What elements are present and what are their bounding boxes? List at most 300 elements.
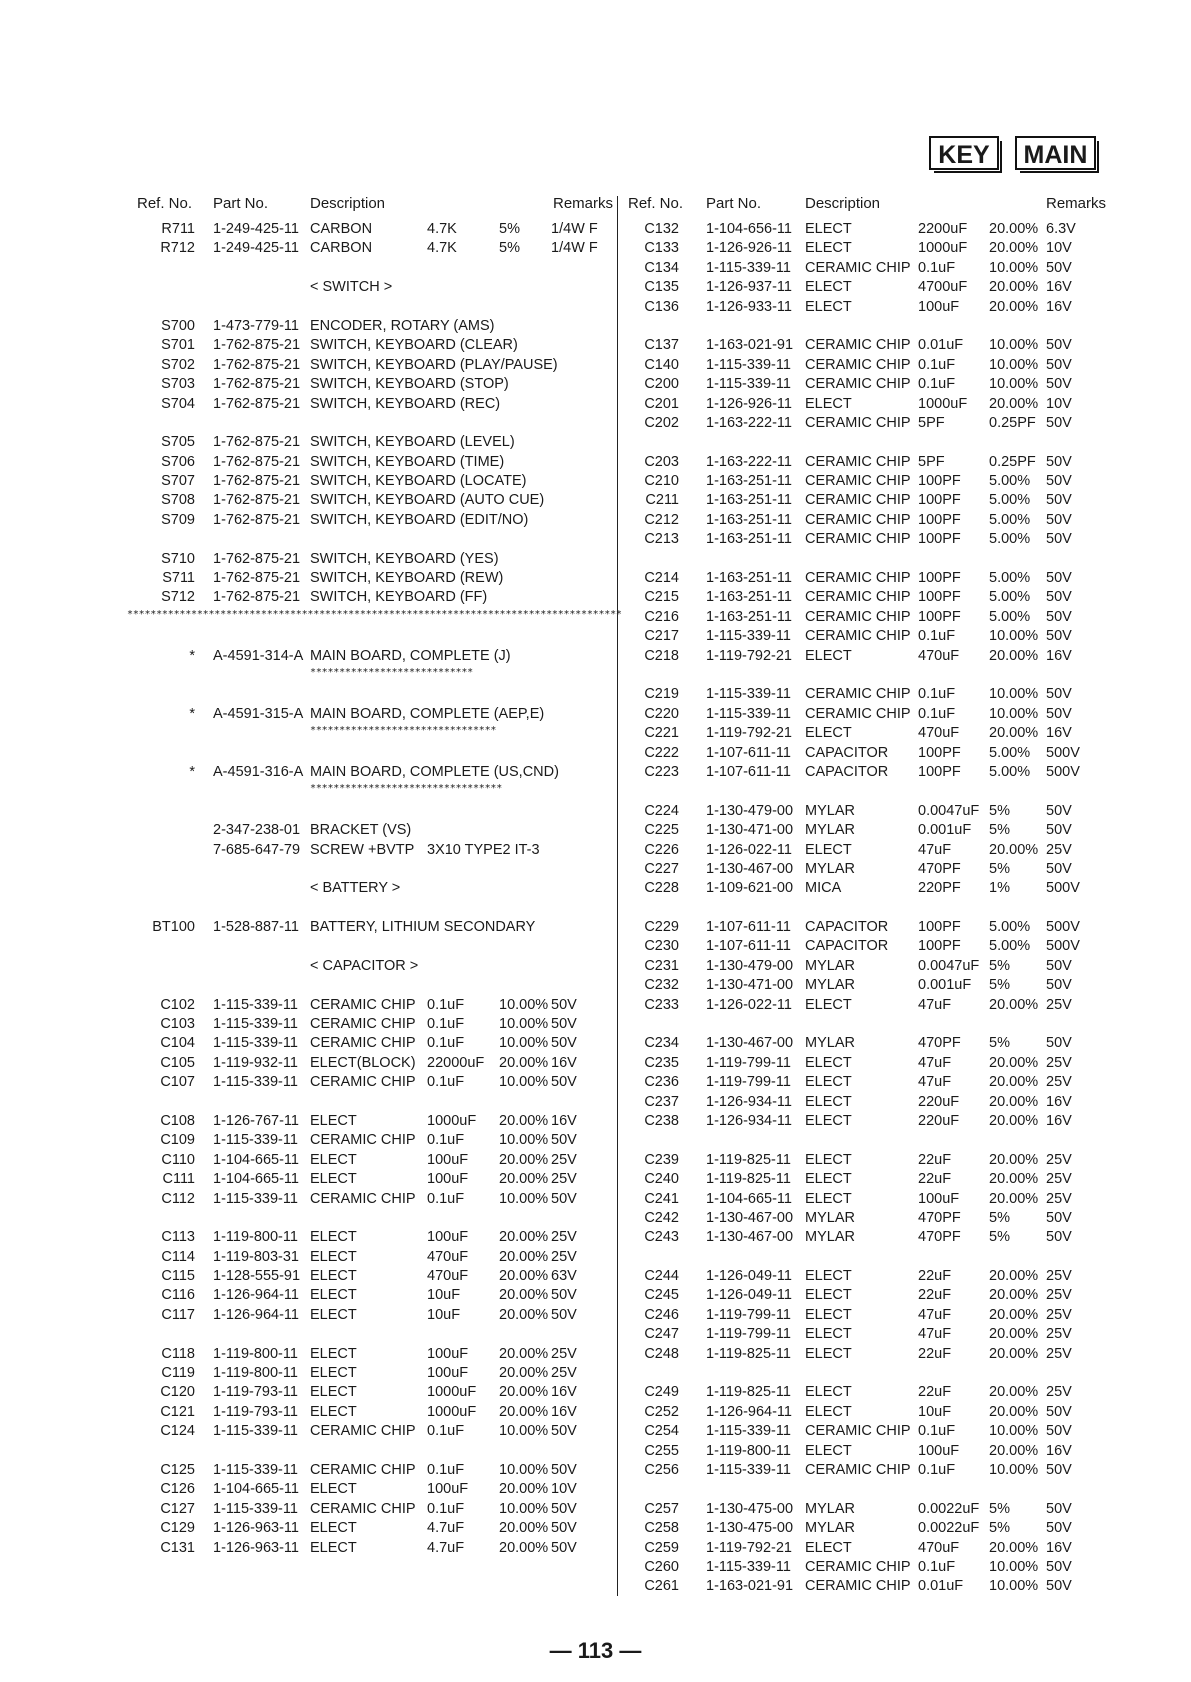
description-cell: ELECT (310, 1112, 357, 1129)
remarks-cell: 50V (1046, 1403, 1072, 1420)
description-cell: ELECT (310, 1248, 357, 1265)
description-cell: ELECT(BLOCK) (310, 1054, 416, 1071)
description-cell: ELECT (310, 1171, 357, 1188)
value-cell: 22uF (918, 1171, 952, 1188)
description-cell: SWITCH, KEYBOARD (STOP) (310, 376, 509, 393)
tolerance-cell: 5% (989, 1209, 1010, 1226)
tolerance-cell: 10.00% (989, 337, 1039, 354)
separator-row (127, 608, 622, 628)
description-cell: CERAMIC CHIP (805, 705, 911, 722)
part-row (628, 1346, 1098, 1365)
description-cell: CERAMIC CHIP (310, 1074, 416, 1091)
value-cell: 4.7uF (427, 1520, 465, 1537)
value-cell: 100uF (427, 1151, 469, 1168)
value-cell: 1000uF (918, 395, 968, 412)
part-no-cell: 1-762-875-21 (213, 492, 301, 509)
row-spacer (628, 667, 1098, 686)
part-row (628, 1520, 1098, 1539)
part-row (628, 337, 1098, 356)
ref-no-cell: C124 (160, 1423, 195, 1440)
description-cell: CERAMIC CHIP (805, 589, 911, 606)
part-row (628, 803, 1098, 822)
ref-no-cell: C116 (161, 1287, 195, 1304)
part-no-cell: 1-119-803-31 (213, 1248, 299, 1265)
remarks-cell: 25V (1046, 1268, 1072, 1285)
tolerance-cell: 20.00% (989, 1074, 1039, 1091)
part-row (628, 997, 1098, 1016)
ref-no-cell: C131 (160, 1539, 195, 1556)
ref-no-cell: S708 (161, 492, 195, 509)
row-spacer (135, 803, 610, 822)
ref-no-cell: C228 (644, 880, 679, 897)
ref-no-cell: C104 (160, 1035, 195, 1052)
tolerance-cell: 10.00% (499, 1500, 549, 1517)
part-row (135, 1462, 610, 1481)
part-row (135, 842, 610, 861)
ref-no-cell: C215 (644, 589, 679, 606)
row-spacer (135, 628, 610, 647)
row-spacer (135, 1326, 610, 1345)
part-no-cell: 1-163-251-11 (706, 511, 792, 528)
ref-no-cell: C200 (644, 376, 679, 393)
ref-no-cell: C231 (644, 957, 679, 974)
description-cell: ELECT (310, 1539, 357, 1556)
part-no-cell: 1-163-251-11 (706, 608, 792, 625)
ref-no-cell: C216 (644, 608, 679, 625)
tolerance-cell: 20.00% (499, 1248, 549, 1265)
row-spacer (628, 1365, 1098, 1384)
part-row (135, 1152, 610, 1171)
row-spacer (135, 861, 610, 880)
row-spacer (628, 783, 1098, 802)
value-cell: 0.1uF (427, 1016, 465, 1033)
remarks-cell: 500V (1046, 938, 1080, 955)
part-no-cell: 1-126-022-11 (706, 996, 792, 1013)
remarks-cell: 50V (1046, 802, 1072, 819)
part-row (135, 1365, 610, 1384)
ref-no-cell: C127 (160, 1500, 195, 1517)
remarks-cell: 50V (1046, 608, 1072, 625)
part-row (628, 1462, 1098, 1481)
tolerance-cell: 5.00% (989, 511, 1031, 528)
description-cell: ELECT (310, 1520, 357, 1537)
part-no-cell: 1-115-339-11 (706, 259, 791, 276)
tolerance-cell: 5% (989, 802, 1010, 819)
part-row (135, 1016, 610, 1035)
ref-no-cell: C247 (644, 1326, 679, 1343)
remarks-cell: 50V (1046, 531, 1072, 548)
part-no-cell: 1-126-934-11 (706, 1112, 792, 1129)
description-cell: ELECT (805, 221, 852, 237)
remarks-cell: 25V (1046, 1287, 1072, 1304)
left-parts-list (127, 221, 622, 1559)
part-row (628, 376, 1098, 395)
part-no-cell: 1-107-611-11 (706, 744, 791, 761)
tolerance-cell: 10.00% (989, 259, 1039, 276)
description-cell: CERAMIC CHIP (310, 1190, 416, 1207)
ref-no-cell: C112 (161, 1190, 195, 1207)
remarks-cell: 50V (1046, 1558, 1072, 1575)
part-no-cell: 1-130-467-00 (706, 1035, 794, 1052)
part-no-cell: 1-163-021-91 (706, 1578, 794, 1595)
ref-no-cell: C212 (644, 511, 679, 528)
part-row (628, 1035, 1098, 1054)
part-no-cell: 1-163-251-11 (706, 492, 792, 509)
ref-no-cell: C246 (644, 1306, 679, 1323)
value-cell: 22uF (918, 1287, 952, 1304)
tolerance-cell: 5% (499, 221, 520, 237)
tolerance-cell: 20.00% (989, 996, 1039, 1013)
remarks-cell: 25V (1046, 1054, 1072, 1071)
part-row (628, 1404, 1098, 1423)
description-cell: ELECT (805, 841, 852, 858)
part-no-cell: 1-115-339-11 (706, 356, 791, 373)
part-no-cell: 1-163-251-11 (706, 570, 792, 587)
value-cell: 220uF (918, 1093, 960, 1110)
description-cell: SWITCH, KEYBOARD (LEVEL) (310, 434, 515, 451)
tolerance-cell: 5% (989, 860, 1010, 877)
description-cell: ELECT (310, 1345, 357, 1362)
row-spacer (628, 1249, 1098, 1268)
part-row (135, 492, 610, 511)
section-heading-row (135, 958, 610, 977)
part-row (628, 299, 1098, 318)
remarks-header: Remarks (553, 195, 614, 212)
tolerance-cell: 20.00% (989, 1112, 1039, 1129)
ref-no-cell: C103 (160, 1016, 195, 1033)
main-tag: MAIN (1015, 136, 1096, 170)
tolerance-cell: 20.00% (989, 279, 1039, 296)
remarks-cell: 16V (1046, 647, 1072, 664)
remarks-cell: 50V (551, 1306, 577, 1323)
description-cell: ELECT (805, 1442, 852, 1459)
part-no-cell: 1-104-665-11 (213, 1171, 299, 1188)
value-cell: 100PF (918, 570, 961, 587)
description-cell: MAIN BOARD, COMPLETE (J) (310, 647, 511, 664)
asterisk-underline: **************************** (310, 666, 473, 678)
ref-no-cell: C242 (644, 1209, 679, 1226)
remarks-cell: 16V (1046, 279, 1072, 296)
part-row (135, 1423, 610, 1442)
part-no-cell: 1-126-963-11 (213, 1520, 299, 1537)
description-cell: CERAMIC CHIP (805, 376, 911, 393)
part-row (135, 1132, 610, 1151)
remarks-cell: 25V (1046, 1171, 1072, 1188)
value-cell: 1000uF (918, 240, 968, 257)
description-cell: ELECT (805, 1074, 852, 1091)
part-no-cell: 1-115-339-11 (706, 1423, 791, 1440)
part-no-cell: A-4591-316-A (213, 763, 304, 780)
tolerance-cell: 20.00% (499, 1287, 549, 1304)
part-no-cell: 1-107-611-11 (706, 938, 791, 955)
remarks-cell: 25V (1046, 1190, 1072, 1207)
ref-no-cell: C222 (644, 744, 679, 761)
part-row (628, 279, 1098, 298)
part-no-cell: 1-130-467-00 (706, 1209, 794, 1226)
ref-no-cell: C115 (161, 1268, 195, 1285)
description-cell: MYLAR (805, 1520, 855, 1537)
part-no-cell: 1-126-963-11 (213, 1539, 299, 1556)
row-spacer (628, 900, 1098, 919)
tolerance-cell: 5% (989, 1035, 1010, 1052)
part-row (628, 725, 1098, 744)
part-row (628, 1268, 1098, 1287)
remarks-cell: 50V (1046, 957, 1072, 974)
part-no-cell: 1-130-479-00 (706, 957, 794, 974)
value-cell: 470uF (918, 725, 960, 742)
ref-no-cell: C249 (644, 1384, 679, 1401)
tolerance-cell: 10.00% (989, 686, 1039, 703)
part-row (135, 318, 610, 337)
description-cell: CERAMIC CHIP (805, 453, 911, 470)
tolerance-cell: 20.00% (499, 1539, 549, 1556)
tolerance-cell: 20.00% (989, 221, 1039, 237)
part-row (135, 589, 610, 608)
description-cell: ELECT (805, 725, 852, 742)
value-cell: 100uF (918, 1190, 960, 1207)
part-no-cell: 1-115-339-11 (213, 996, 298, 1013)
row-spacer (135, 686, 610, 705)
part-no-cell: 1-119-799-11 (706, 1326, 791, 1343)
tolerance-cell: 10.00% (989, 628, 1039, 645)
part-row (135, 919, 610, 938)
remarks-cell: 25V (1046, 996, 1072, 1013)
ref-no-cell: C248 (644, 1345, 679, 1362)
ref-no-cell: C244 (644, 1268, 679, 1285)
ref-no-cell: C120 (160, 1384, 195, 1401)
remarks-cell: 16V (1046, 1442, 1072, 1459)
row-spacer (628, 551, 1098, 570)
tolerance-cell: 5.00% (989, 938, 1031, 955)
value-cell: 220uF (918, 1112, 960, 1129)
remarks-cell: 500V (1046, 880, 1080, 897)
remarks-cell: 50V (1046, 589, 1072, 606)
part-row (628, 1191, 1098, 1210)
description-cell: CERAMIC CHIP (805, 531, 911, 548)
remarks-cell: 50V (1046, 414, 1072, 431)
remarks-cell: 1/4W F (551, 221, 598, 237)
ref-no-cell: C132 (644, 221, 679, 237)
value-cell: 5PF (918, 414, 945, 431)
tolerance-cell: 10.00% (989, 1558, 1039, 1575)
part-no-cell: 1-119-799-11 (706, 1306, 791, 1323)
ref-no-cell: C109 (160, 1132, 195, 1149)
ref-no-cell: C129 (160, 1520, 195, 1537)
ref-no-cell: C119 (161, 1365, 195, 1382)
part-row (628, 1113, 1098, 1132)
tolerance-cell: 20.00% (989, 1384, 1039, 1401)
ref-no-cell: C261 (644, 1578, 679, 1595)
right-parts-list (628, 221, 1098, 1598)
tolerance-cell: 20.00% (989, 1268, 1039, 1285)
description-cell: CERAMIC CHIP (310, 1462, 416, 1478)
part-row (135, 1268, 610, 1287)
remarks-cell: 500V (1046, 919, 1080, 936)
value-cell: 100uF (427, 1365, 469, 1382)
value-cell: 0.0022uF (918, 1500, 980, 1517)
value-cell: 0.1uF (918, 1558, 956, 1575)
part-no-cell: 1-126-964-11 (213, 1306, 299, 1323)
tolerance-cell: 20.00% (989, 1345, 1039, 1362)
part-no-cell: 1-762-875-21 (213, 434, 301, 451)
value-cell: 0.001uF (918, 977, 972, 994)
value-cell: 22000uF (427, 1054, 485, 1071)
remarks-cell: 16V (1046, 1539, 1072, 1556)
part-row (628, 1094, 1098, 1113)
part-row (135, 1113, 610, 1132)
part-no-cell: 1-163-021-91 (706, 337, 794, 354)
remarks-cell: 50V (551, 1074, 577, 1091)
part-no-cell: 1-130-479-00 (706, 802, 794, 819)
tolerance-cell: 5.00% (989, 589, 1031, 606)
part-row (135, 570, 610, 589)
part-no-cell: 1-115-339-11 (213, 1016, 298, 1033)
ref-no-cell: C203 (644, 453, 679, 470)
value-cell: 0.1uF (427, 1035, 465, 1052)
description-cell: BRACKET (VS) (310, 822, 412, 839)
tolerance-cell: 5.00% (989, 744, 1031, 761)
ref-no-cell: C254 (644, 1423, 679, 1440)
ref-no-cell: S701 (161, 337, 195, 354)
separator-row (135, 783, 610, 802)
part-row (628, 531, 1098, 550)
row-spacer (135, 745, 610, 764)
value-cell: 0.1uF (427, 1500, 465, 1517)
value-cell: 100PF (918, 744, 961, 761)
part-row (628, 1307, 1098, 1326)
row-spacer (628, 1132, 1098, 1151)
value-cell: 470uF (918, 1539, 960, 1556)
part-no-cell: 1-130-471-00 (706, 822, 794, 839)
tolerance-cell: 10.00% (989, 1423, 1039, 1440)
value-cell: 0.1uF (918, 1462, 956, 1478)
ref-no-cell: C202 (644, 414, 679, 431)
ref-no-cell: C223 (644, 763, 679, 780)
ref-no-cell: C220 (644, 705, 679, 722)
remarks-cell: 50V (551, 1035, 577, 1052)
part-no-cell: 1-126-964-11 (213, 1287, 299, 1304)
value-cell: 100PF (918, 763, 961, 780)
value-cell: 3X10 TYPE2 IT-3 (427, 841, 540, 858)
tolerance-cell: 20.00% (989, 1190, 1039, 1207)
part-no-cell: 1-115-339-11 (213, 1132, 298, 1149)
remarks-cell: 50V (1046, 686, 1072, 703)
remarks-cell: 50V (1046, 492, 1072, 509)
tolerance-cell: 5% (989, 1500, 1010, 1517)
part-no-cell: 1-115-339-11 (213, 1074, 298, 1091)
description-cell: CERAMIC CHIP (805, 628, 911, 645)
ref-no-cell: C234 (644, 1035, 679, 1052)
tolerance-cell: 20.00% (499, 1151, 549, 1168)
value-cell: 100uF (427, 1171, 469, 1188)
part-no-cell: 1-130-475-00 (706, 1520, 794, 1537)
ref-no-cell: S707 (161, 473, 195, 490)
part-no-cell: 1-126-049-11 (706, 1287, 792, 1304)
value-cell: 10uF (427, 1287, 461, 1304)
ref-no-cell: C245 (644, 1287, 679, 1304)
part-row (628, 589, 1098, 608)
value-cell: 0.01uF (918, 337, 964, 354)
remarks-cell: 16V (551, 1403, 577, 1420)
tolerance-cell: 20.00% (989, 298, 1039, 315)
tolerance-cell: 20.00% (989, 1287, 1039, 1304)
part-no-cell: 1-107-611-11 (706, 763, 791, 780)
remarks-cell: 50V (551, 1190, 577, 1207)
description-cell: ELECT (805, 1539, 852, 1556)
value-cell: 470PF (918, 860, 961, 877)
ref-no-cell: C210 (644, 473, 679, 490)
part-row (628, 570, 1098, 589)
description-cell: CERAMIC CHIP (805, 1423, 911, 1440)
description-cell: CERAMIC CHIP (805, 337, 911, 354)
description-cell: MYLAR (805, 1209, 855, 1226)
description-cell: ELECT (805, 1287, 852, 1304)
row-spacer (135, 1443, 610, 1462)
tolerance-cell: 20.00% (989, 240, 1039, 257)
key-tag: KEY (929, 136, 999, 170)
part-no-cell: 1-119-799-11 (706, 1054, 791, 1071)
tolerance-cell: 20.00% (989, 1151, 1039, 1168)
part-row (628, 396, 1098, 415)
ref-no-cell: C252 (644, 1403, 679, 1420)
value-cell: 100uF (427, 1229, 469, 1246)
description-cell: CERAMIC CHIP (805, 414, 911, 431)
ref-no-cell: C114 (161, 1248, 195, 1265)
part-no-cell: 1-163-251-11 (706, 589, 792, 606)
part-no-cell: 1-115-339-11 (213, 1500, 298, 1517)
description-cell: CAPACITOR (805, 938, 889, 955)
part-row (628, 842, 1098, 861)
value-cell: 0.1uF (918, 356, 956, 373)
value-cell: 22uF (918, 1151, 952, 1168)
remarks-cell: 25V (551, 1248, 577, 1265)
part-row (628, 1074, 1098, 1093)
value-cell: 100PF (918, 473, 961, 490)
description-cell: MYLAR (805, 802, 855, 819)
tolerance-cell: 5.00% (989, 492, 1031, 509)
description-cell: ELECT (310, 1365, 357, 1382)
remarks-cell: 16V (551, 1384, 577, 1401)
description-cell: CAPACITOR (805, 919, 889, 936)
description-cell: ELECT (310, 1287, 357, 1304)
value-cell: 0.001uF (918, 822, 972, 839)
ref-no-cell: C259 (644, 1539, 679, 1556)
description-cell: ELECT (805, 279, 852, 296)
tolerance-cell: 10.00% (499, 1035, 549, 1052)
value-cell: 0.1uF (427, 1462, 465, 1478)
tolerance-cell: 10.00% (499, 996, 549, 1013)
ref-no-cell: C134 (644, 259, 679, 276)
ref-no-cell: C235 (644, 1054, 679, 1071)
ref-no-cell: C218 (644, 647, 679, 664)
part-no-cell: 1-126-937-11 (706, 279, 792, 296)
row-spacer (628, 1016, 1098, 1035)
value-cell: 0.1uF (918, 628, 956, 645)
part-row (135, 221, 610, 240)
value-cell: 0.1uF (918, 686, 956, 703)
value-cell: 2200uF (918, 221, 968, 237)
row-spacer (135, 299, 610, 318)
part-no-cell: 1-762-875-21 (213, 570, 301, 587)
part-row (628, 512, 1098, 531)
description-cell: ELECT (310, 1306, 357, 1323)
value-cell: 100PF (918, 531, 961, 548)
part-no-cell: 1-119-799-11 (706, 1074, 791, 1091)
description-cell: SWITCH, KEYBOARD (FF) (310, 589, 488, 606)
remarks-cell: 50V (1046, 1209, 1072, 1226)
remarks-cell: 50V (1046, 1578, 1072, 1595)
value-cell: 47uF (918, 1074, 952, 1091)
